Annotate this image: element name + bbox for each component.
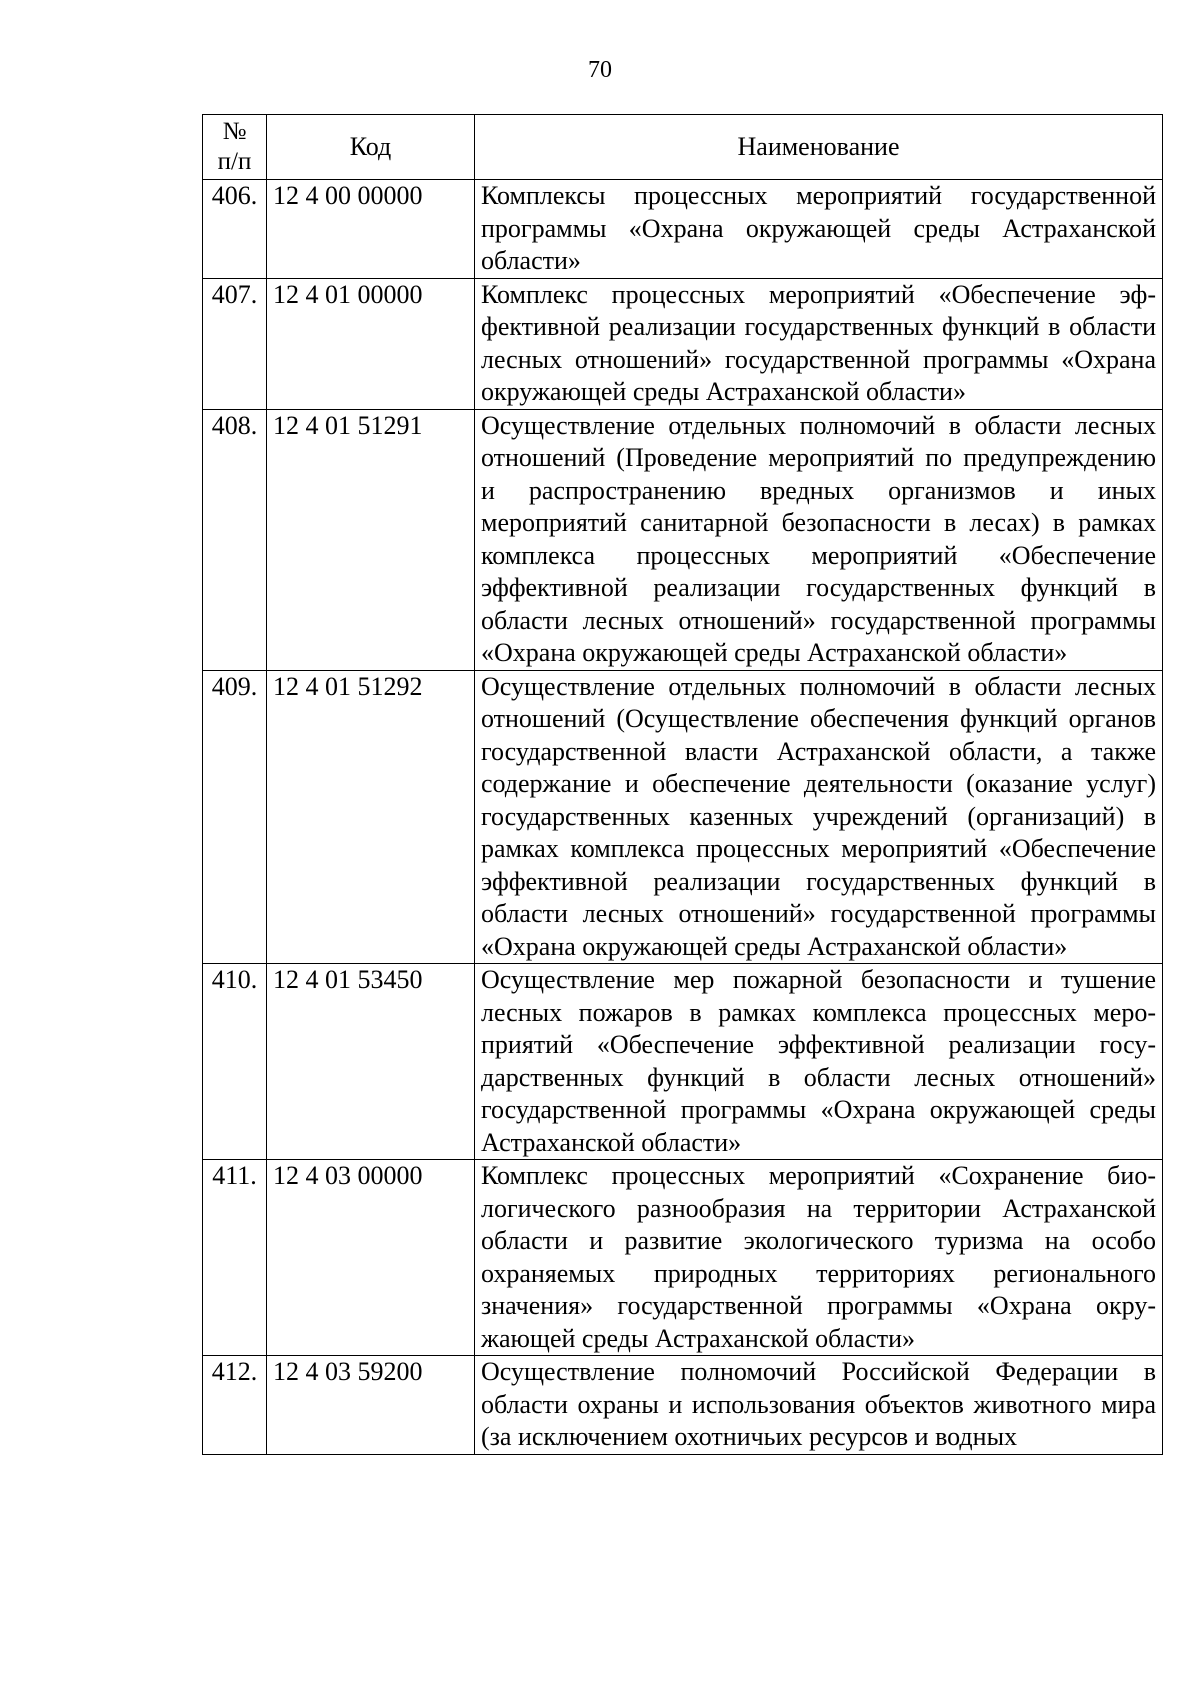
row-code: 12 4 03 59200 xyxy=(267,1356,475,1455)
row-name: Комплекс процессных мероприятий «Сохранение биологического разнообразия на территории Астраханской области и развитие экологического туризма на особо охраняемых природных территориях регионального значения» государственной программы «Охрана окружающей среды Астраханской области» xyxy=(475,1160,1163,1356)
row-code: 12 4 01 51292 xyxy=(267,670,475,964)
table-row xyxy=(203,1160,1163,1356)
row-code: 12 4 01 51291 xyxy=(267,409,475,670)
row-name: Осуществление отдельных полномочий в области лесных отношений (Проведение мероприятий по предупреждению и распространению вредных организмов и иных мероприятий санитарной безопасности в лесах) в рамках комплекса процессных мероприятий «Обеспечение эффективной реализации государственных функций в области лесных отношений» государственной программы «Охрана окружающей среды Астраханской области» xyxy=(475,409,1163,670)
row-code: 12 4 01 53450 xyxy=(267,964,475,1160)
classification-table xyxy=(202,114,1163,1455)
page-number: 70 xyxy=(588,57,612,83)
row-code: 12 4 00 00000 xyxy=(267,180,475,279)
header-row xyxy=(203,115,1163,180)
row-number: 409. xyxy=(203,670,267,964)
table-row xyxy=(203,1356,1163,1455)
row-number: 407. xyxy=(203,278,267,409)
row-name: Комплексы процессных мероприятий государственной программы «Охрана окружающей среды Астраханской области» xyxy=(475,180,1163,279)
row-number: 406. xyxy=(203,180,267,279)
header-number xyxy=(203,115,267,180)
row-name: Осуществление отдельных полномочий в области лесных отношений (Осуществление обеспечения функций органов государственной власти Астраханской области, а также содержание и обеспечение деятельности (оказание услуг) государственных казенных учреждений (организаций) в рамках комплекса процессных мероприятий «Обеспечение эффективной реализации государственных функций в области лесных отношений» государственной программы «Охрана окружающей среды Астраханской области» xyxy=(475,670,1163,964)
row-number: 411. xyxy=(203,1160,267,1356)
table-row xyxy=(203,409,1163,670)
header-number-abbrev: п/п xyxy=(217,148,252,175)
row-name: Комплекс процессных мероприятий «Обеспечение эффективной реализации государственных функций в области лесных отношений» государственной программы «Охрана окружающей среды Астраханской области» xyxy=(475,278,1163,409)
row-code: 12 4 03 00000 xyxy=(267,1160,475,1356)
row-code: 12 4 01 00000 xyxy=(267,278,475,409)
table-row xyxy=(203,180,1163,279)
row-name: Осуществление полномочий Российской Федерации в области охраны и использования объектов животного мира (за исключением охотничьих ресурсов и водных xyxy=(475,1356,1163,1455)
table-row xyxy=(203,964,1163,1160)
table-row xyxy=(203,670,1163,964)
row-number: 410. xyxy=(203,964,267,1160)
table-header xyxy=(203,115,1163,180)
row-number: 412. xyxy=(203,1356,267,1455)
row-name: Осуществление мер пожарной безопасности и тушение лесных пожаров в рамках комплекса процессных мероприятий «Обеспечение эффективной реализации государственных функций в области лесных отношений» государственной программы «Охрана окружающей среды Астраханской области» xyxy=(475,964,1163,1160)
table-body xyxy=(203,180,1163,1455)
header-name: Наименование xyxy=(475,115,1163,180)
header-code: Код xyxy=(267,115,475,180)
header-number-symbol: № xyxy=(222,118,247,145)
row-number: 408. xyxy=(203,409,267,670)
table-row xyxy=(203,278,1163,409)
